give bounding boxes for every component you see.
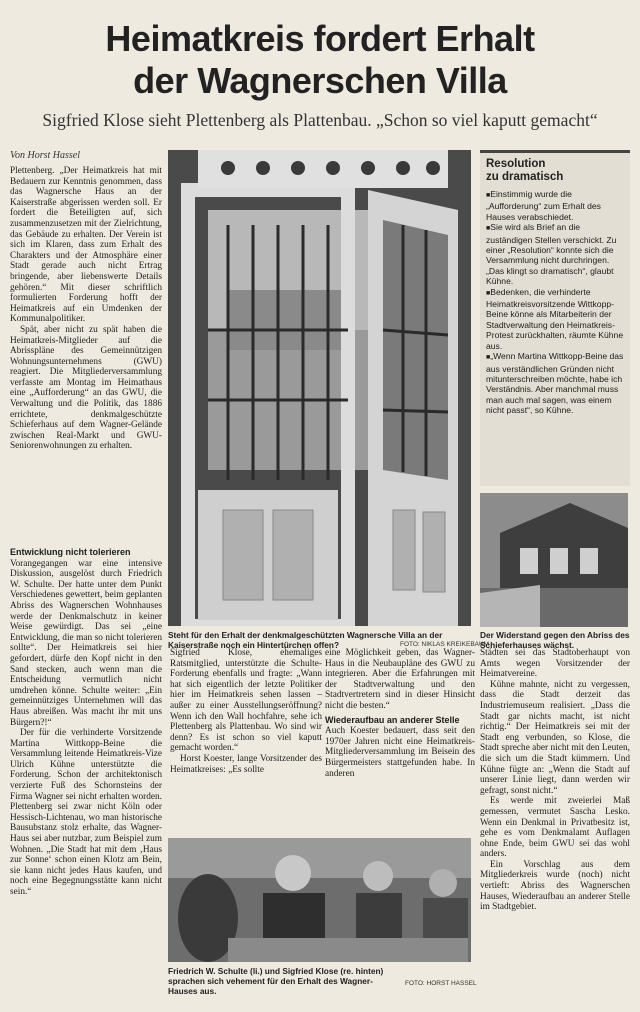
paragraph: Städten sei das Stadtoberhaupt von Amts wegen Vorsitzender der Heimatvereine. — [480, 648, 630, 680]
box-title-line-1: Resolution — [486, 158, 546, 170]
paragraph: Es werde mit zweierlei Maß gemessen, vermutet Sascha Lesko. Wenn ein Denkmal in Privatbesitz ist, gehe es vom Denkmalamt Auflagen ohne Ende, beim GWU sei das wohl anders. — [480, 796, 630, 860]
bottom-photo-caption: Friedrich W. Schulte (li.) und Sigfried Klose (re. hinten) sprachen sich vehement für den Erhalt des Wagner-Hauses aus. — [168, 966, 384, 996]
headline — [0, 18, 640, 102]
box-bullet: ■ „Wenn Martina Wittkopp-Beine das aus verständlichen Gründen nicht mitunterschreiben möchte, habe ich Verständnis. Aber manchmal muss man auch mal sagen, was einem nicht passt“, so Kühne. — [480, 351, 630, 415]
resolution-box — [480, 150, 630, 486]
photo-meeting — [168, 838, 471, 962]
paragraph: Horst Koester, lange Vorsitzender des Heimatkreises: „Es sollte — [170, 753, 322, 775]
column-4 — [480, 648, 630, 913]
photo-villa-door — [168, 150, 471, 626]
section-heading: Wiederaufbau an anderer Stelle — [325, 714, 460, 725]
box-title-line-2: zu dramatisch — [486, 170, 564, 183]
box-bullet: ■ Sie wird als Brief an die zuständigen Stellen verschickt. Zu einer „Resolution“ konnte sich die Versammlung nicht durchringen. „Das klingt so dramatisch“, glaubt Kühne. — [480, 222, 630, 286]
main-photo-credit: FOTO: NIKLAS KREIKEBAUM — [400, 641, 490, 648]
column-1-continued — [10, 544, 162, 898]
paragraph: Der für die verhinderte Vorsitzende Martina Wittkopp-Beine die Versammlung leitende Heimatkreis-Vize Ulrich Kühne unterstützte die Forderung. Schon der architektonisch verzierte Fuß des Schornsteins der Firma Wagner sei nicht erhalten worden. Plettenberg sei zwar nicht Köln oder Hessisch-Lichtenau, wo man historische Bausubstanz stolz erhalte, das Wagner-Haus sei aber nutzbar, zum Beispiel zum Wohnen. „Die Stadt hat mit dem ‚Haus zur Sonne‘ schon einen Klotz am Bein, sie kann nicht jedes Haus kaufen, und noch eine Begegnungsstätte kann nicht sein.“ — [10, 728, 162, 897]
column-3 — [325, 648, 475, 779]
bottom-photo-credit: FOTO: HORST HASSEL — [405, 980, 477, 987]
box-bullet: ■ Bedenken, die verhinderte Heimatkreisvorsitzende Wittkopp-Beine könne als Mitarbeiterin der Stadtverwaltung den Heimatkreis-Protest zurückhalten, räumte Kühne aus. — [480, 287, 630, 351]
headline-line-2: der Wagnerschen Villa — [133, 60, 507, 101]
box-title — [480, 153, 630, 189]
photo-slate-house — [480, 493, 628, 627]
door-illustration — [168, 150, 471, 626]
side-photo-caption: Der Widerstand gegen den Abriss des Schieferhauses wächst. — [480, 630, 630, 650]
column-2 — [170, 648, 322, 775]
section-heading: Entwicklung nicht tolerieren — [10, 547, 131, 557]
paragraph: Kühne mahnte, nicht zu vergessen, dass die Stadt derzeit das Industriemuseum realisiert. „Dass die Stadt gar nichts macht, ist nicht richtig.“ Der Heimatkreis sei mit der Stadt eng verbunden, so Klose, die Stadt spreche aber nicht mit den Leuten, die sich um die Stadt kümmern. Und Kühne fügte an: „Wenn die Stadt auf unserer Linie liegt, dann werden wir gefragt, sonst nicht.“ — [480, 679, 630, 796]
byline: Von Horst Hassel — [10, 150, 81, 161]
subheadline: Sigfried Klose sieht Plettenberg als Plattenbau. „Schon so viel kaputt gemacht“ — [42, 110, 598, 130]
column-1 — [10, 166, 162, 452]
paragraph: Sigfried Klose, ehemaliges Ratsmitglied, unterstützte die Schulte-Forderung ebenfalls und fragte: „Wann hat sich eigentlich der letzte Politiker hier im Heimatkreis sehen lassen – außer zu einer Ausstellungseröffnung? Wenn ich den Wall hochfahre, sehe ich Plettenberg als Plattenbau. Wo sind wir denn? Es ist schon so viel kaputt gemacht worden.“ — [170, 648, 322, 754]
meeting-illustration — [168, 838, 471, 962]
main-photo-caption: Steht für den Erhalt der denkmalgeschützten Wagnersche Villa an der Kaiserstraße noch ein Hintertürchen offen? — [168, 630, 443, 650]
paragraph: Spät, aber nicht zu spät haben die Heimatkreis-Mitglieder auf die Abrisspläne des Gemeinnützigen Wohnungsunternehmens (GWU) reagiert. Die Mitgliederversammlung verfasste am Montag im Heimathaus eine „Aufforderung“ an das GWU, die Verwaltung und die Politik, das 1886 errichtete, denkmalgeschützte Schieferhaus auf dem Wagner-Gelände zwischen Real-Markt und GWU-Seniorenwohnungen zu erhalten. — [10, 324, 162, 452]
paragraph: Vorangegangen war eine intensive Diskussion, ausgelöst durch Friedrich W. Schulte. Der hatte unter dem Punkt Verschiedenes gewettert, beim geplanten Abriss des Wagnerschen Wohnhauses werde der Denkmalschutz in keiner Weise gewürdigt. Das sei „eine Entwicklung, die man so nicht tolerieren sollte“. Der Heimatkreis sei hier gefordert, dürfe den Kopf nicht in den Sand stecken, auch wenn man die Entscheidung vermutlich nicht umdrehen könne. Schulte weiter: „Ein gemeinnütziges Unternehmen will das Haus abreißen. Was macht ihr mit uns Bürgern?!“ — [10, 558, 162, 728]
house-illustration — [480, 493, 628, 627]
paragraph: Auch Koester bedauert, dass seit den 1970er Jahren nicht eine Heimatkreis-Mitgliederversammlung im Beisein des Bürgermeisters stattgefunden habe. In anderen — [325, 726, 475, 779]
headline-line-1: Heimatkreis fordert Erhalt — [105, 18, 535, 59]
paragraph: Ein Vorschlag aus dem Mitgliederkreis wurde (noch) nicht vertieft: Abriss des Wagnerschen Hauses, Wiederaufbau an anderer Stelle im Stadtgebiet. — [480, 859, 630, 913]
paragraph: eine Möglichkeit geben, das Wagner-Haus in die Neubaupläne des GWU zu integrieren. Aber die Erfahrungen mit der Stadtverwaltung und den Stadtvertretern sind in dieser Hinsicht nicht die besten.“ — [325, 648, 475, 711]
box-bullet: ■ Einstimmig wurde die „Aufforderung“ zum Erhalt des Hauses verabschiedet. — [480, 189, 630, 222]
paragraph: Plettenberg. „Der Heimatkreis hat mit Bedauern zur Kenntnis genommen, dass das Wagnersche Haus an der Kaiserstraße abgerissen werden soll. Er fordert die Beteiligten auf, sich zusammenzusetzen mit der Zielrichtung, das Gebäude zu erhalten. Der Verein ist sich im Klaren, dass zum Erhalt des Charakters und der Atmosphäre einer Stadt gerade auch nicht Ertrag bringende, aber liebenswerte Details gehören.“ Mit dieser schriftlich formulierten Forderung hofft der Heimatkreis auf ein Umdenken der Kommunalpolitiker. — [10, 166, 162, 325]
